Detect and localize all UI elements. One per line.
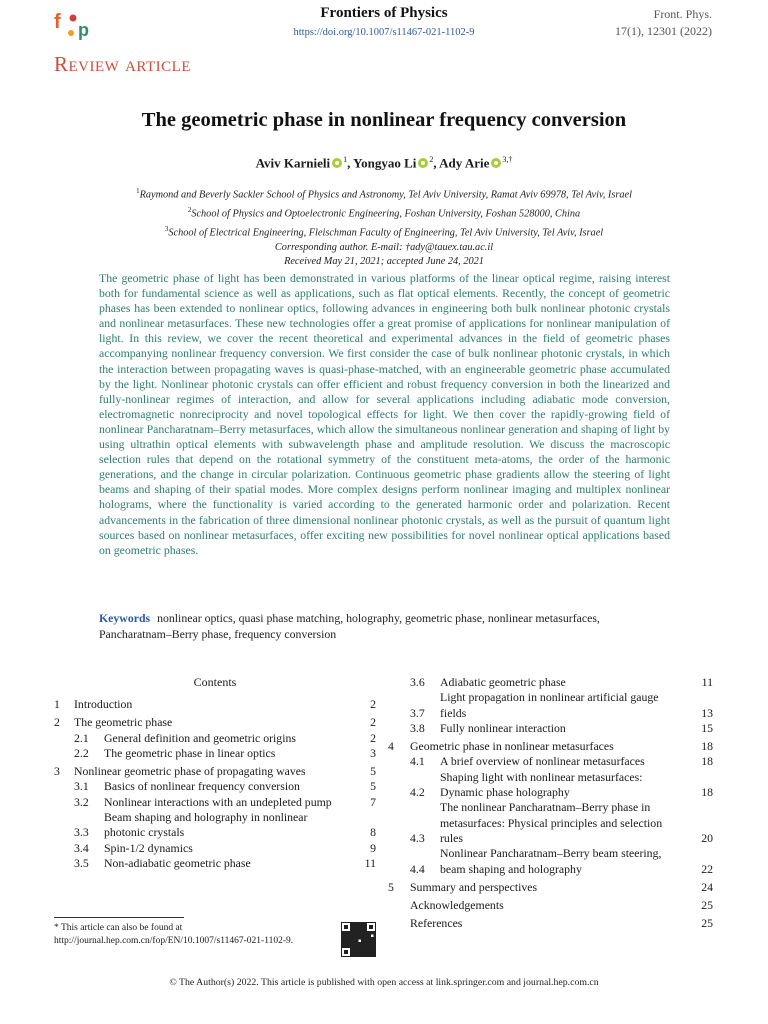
- affiliation-line: [0, 222, 768, 241]
- author-name: Yongyao Li: [353, 155, 417, 171]
- toc-title: Beam shaping and holography in nonlinear photonic crystals: [104, 810, 308, 840]
- toc-page-number: 2: [370, 715, 376, 730]
- toc-title: The geometric phase: [74, 715, 173, 730]
- author-name: Aviv Karnieli: [255, 155, 331, 171]
- affil-text: School of Physics and Optoelectronic Engineering, Foshan University, Foshan 528000, China: [191, 208, 581, 220]
- footnote-divider: [54, 917, 184, 918]
- citation-volume: 17(1), 12301 (2022): [615, 24, 712, 38]
- toc-title: Non-adiabatic geometric phase: [104, 855, 251, 870]
- toc-title: Spin-1/2 dynamics: [104, 840, 193, 855]
- affil-sup: 2: [187, 205, 192, 214]
- toc-title: The geometric phase in linear optics: [104, 745, 276, 760]
- page-header: [0, 0, 768, 50]
- toc-number: 3.4: [74, 840, 89, 855]
- toc-page-number: 3: [370, 745, 376, 760]
- svg-text:f: f: [54, 11, 61, 33]
- toc-page-number: 11: [364, 855, 376, 870]
- toc-number: 3.8: [410, 720, 425, 735]
- toc-entry[interactable]: [388, 846, 713, 877]
- author-affil-sup: 3,†: [502, 155, 513, 164]
- toc-page-number: 15: [701, 720, 713, 735]
- toc-number: 4.2: [410, 785, 425, 800]
- toc-page-number: 18: [701, 754, 713, 769]
- author-name: Ady Arie: [439, 155, 490, 171]
- toc-number: 4.1: [410, 754, 425, 769]
- contents-heading: Contents: [193, 675, 237, 689]
- svg-text:p: p: [78, 20, 89, 40]
- citation-info: [615, 6, 712, 40]
- toc-entry[interactable]: [54, 697, 376, 712]
- abstract: The geometric phase of light has been demonstrated in various platforms of the linear optical regime, raising interest both for fundamental science as well as applications, such as flat optical elements. Recently, the concept of geometric phases has been extended to nonlinear optics, following advances in engineering both bulk nonlinear photonic crystals and nonlinear metasurfaces. These new technologies offer a great promise of applications for nonlinear manipulation of light. In this review, we cover the recent theoretical and experimental advances in the field of geometric phases accompanying nonlinear frequency conversion. We first consider the case of bulk nonlinear photonic crystals, in which the interaction between propagating waves is quasi-phase-matched, with an engineerable geometric phase accumulated by the light. Nonlinear photonic crystals can offer efficient and robust frequency conversion in both the linearized and fully-nonlinear regimes of interaction, and allow for several applications including adiabatic mode conversion, electromagnetic nonreciprocity and novel topological effects for light. We then cover the rapidly-growing field of nonlinear Pancharatnam–Berry metasurfaces, which allow the simultaneous nonlinear generation and shaping of light by using ultrathin optical elements with subwavelength phase and amplitude resolution. We discuss the macroscopic selection rules that depend on the rotational symmetry of the constituent meta-atoms, the order of the harmonic generations, and the change in circular polarization. Continuous geometric phase gradients allow the steering of light beams and shaping of their spatial modes. More complex designs perform nonlinear imaging and multiplex nonlinear holograms, where the functionality is varied according to the generated harmonic order and polarization. Recent advancements in the fabrication of three dimensional nonlinear photonic crystals, as well as the pursuit of quantum light sources based on nonlinear metasurfaces, offer exciting new possibilities for novel nonlinear optical applications based on geometric phases.: [99, 271, 670, 557]
- toc-entry[interactable]: [388, 754, 713, 769]
- toc-number: 3.3: [74, 825, 89, 840]
- toc-title: Acknowledgements: [410, 898, 504, 913]
- corresponding-author: Corresponding author. E-mail: †ady@tauex.tau.ac.il: [274, 241, 494, 253]
- toc-number: 1: [54, 697, 60, 711]
- toc-page-number: 18: [701, 739, 713, 754]
- license-notice: © The Author(s) 2022. This article is published with open access at link.springer.com and journal.hep.com.cn: [169, 977, 599, 988]
- affiliations: [0, 184, 768, 270]
- toc-number: 3: [54, 764, 60, 779]
- toc-number: 5: [388, 879, 394, 894]
- toc-entry[interactable]: [54, 856, 376, 871]
- affil-sup: 3: [164, 224, 169, 233]
- toc-entry[interactable]: [54, 795, 376, 810]
- toc-number: 2.2: [74, 745, 89, 760]
- keywords-list: nonlinear optics, quasi phase matching, holography, geometric phase, nonlinear metasurfaces, Pancharatnam–Berry phase, frequency conversion: [99, 611, 600, 641]
- toc-entry[interactable]: [388, 675, 713, 690]
- author-list: Aviv Karnieli $^1$, Yongyao Li $^2$, Ady Arie $^{3,\dagger}$: [255, 155, 513, 171]
- toc-page-number: 25: [701, 916, 713, 931]
- orcid-icon[interactable]: [332, 158, 342, 168]
- toc-number: 4: [388, 739, 394, 754]
- toc-right-column: [388, 675, 713, 932]
- orcid-icon[interactable]: [418, 158, 428, 168]
- toc-title: General definition and geometric origins: [104, 730, 296, 745]
- toc-number: 3.5: [74, 855, 89, 870]
- affil-sup: 1: [136, 187, 140, 195]
- citation-journal: Front. Phys.: [653, 7, 712, 21]
- toc-left-column: [54, 697, 376, 871]
- toc-title: The nonlinear Pancharatnam–Berry phase in metasurfaces: Physical principles and selection rules: [440, 800, 663, 845]
- toc-page-number: 11: [701, 675, 713, 689]
- toc-entry[interactable]: [54, 715, 376, 730]
- doi-link[interactable]: https://doi.org/10.1007/s11467-021-1102-9: [293, 27, 475, 38]
- journal-name: Frontiers of Physics: [320, 5, 448, 21]
- toc-page-number: 13: [701, 705, 713, 720]
- toc-title: Adiabatic geometric phase: [440, 675, 566, 689]
- toc-entry[interactable]: [388, 690, 713, 721]
- toc-title: Nonlinear interactions with an undepleted pump: [104, 794, 332, 809]
- toc-entry[interactable]: [54, 764, 376, 779]
- toc-number: 4.3: [410, 830, 425, 845]
- toc-page-number: 9: [370, 840, 376, 855]
- affiliation-line: [0, 203, 768, 222]
- toc-page-number: 7: [370, 794, 376, 809]
- toc-title: Light propagation in nonlinear artificial gauge fields: [440, 690, 659, 720]
- paper-title: The geometric phase in nonlinear frequency conversion: [141, 109, 627, 131]
- toc-number: 2.1: [74, 730, 89, 745]
- article-type: Review article: [54, 52, 191, 76]
- footnote: * This article can also be found at http://journal.hep.com.cn/fop/EN/10.1007/s11467-021-1102-9.: [54, 923, 294, 946]
- toc-entry[interactable]: [388, 739, 713, 754]
- keywords-label: Keywords: [99, 611, 151, 625]
- orcid-icon[interactable]: [491, 158, 501, 168]
- toc-entry[interactable]: [54, 841, 376, 856]
- toc-entry[interactable]: [388, 721, 713, 736]
- toc-entry[interactable]: [388, 770, 713, 801]
- affil-text: School of Electrical Engineering, Fleischman Faculty of Engineering, Tel Aviv University, Tel Aviv, Israel: [168, 227, 604, 239]
- toc-page-number: 18: [701, 785, 713, 800]
- toc-number: 3.2: [74, 794, 89, 809]
- toc-title: Nonlinear geometric phase of propagating waves: [74, 764, 306, 779]
- toc-entry[interactable]: [54, 779, 376, 794]
- toc-number: 2: [54, 715, 60, 730]
- toc-title: Summary and perspectives: [410, 879, 538, 894]
- toc-page-number: 24: [701, 879, 713, 894]
- keywords-block: [99, 610, 670, 642]
- toc-entry[interactable]: [54, 731, 376, 746]
- toc-title: Geometric phase in nonlinear metasurfaces: [410, 739, 614, 754]
- toc-title: Fully nonlinear interaction: [440, 720, 566, 735]
- toc-number: 3.6: [410, 675, 425, 689]
- toc-title: Nonlinear Pancharatnam–Berry beam steering, beam shaping and holography: [440, 846, 662, 876]
- toc-title: Introduction: [74, 697, 133, 711]
- toc-page-number: 2: [370, 697, 376, 711]
- affiliation-line: [0, 184, 768, 203]
- toc-page-number: 5: [370, 764, 376, 779]
- toc-page-number: 2: [370, 730, 376, 745]
- toc-number: 3.7: [410, 705, 425, 720]
- toc-page-number: 5: [370, 779, 376, 794]
- author-affil-sup: 1: [343, 155, 348, 164]
- toc-entry[interactable]: [388, 880, 713, 895]
- toc-page-number: 8: [370, 825, 376, 840]
- toc-number: 4.4: [410, 861, 425, 876]
- received-dates: Received May 21, 2021; accepted June 24, 2021: [284, 256, 484, 268]
- toc-title: Basics of nonlinear frequency conversion: [104, 779, 300, 794]
- toc-title: A brief overview of nonlinear metasurfaces: [440, 754, 645, 769]
- toc-page-number: 25: [701, 898, 713, 913]
- toc-title: Shaping light with nonlinear metasurfaces: Dynamic phase holography: [440, 769, 643, 800]
- toc-entry[interactable]: [54, 746, 376, 761]
- author-affil-sup: 2: [429, 155, 434, 164]
- toc-page-number: 22: [701, 861, 713, 876]
- toc-number: 3.1: [74, 779, 89, 794]
- toc-title: References: [410, 916, 463, 931]
- toc-entry[interactable]: [388, 800, 713, 846]
- toc-entry[interactable]: [54, 810, 376, 841]
- toc-entry[interactable]: [388, 916, 713, 931]
- toc-entry[interactable]: [388, 898, 713, 913]
- affil-text: Raymond and Beverly Sackler School of Physics and Astronomy, Tel Aviv University, Ramat Aviv 69978, Tel Aviv, Israel: [139, 189, 632, 201]
- toc-page-number: 20: [701, 830, 713, 845]
- qr-code-icon: [341, 922, 376, 957]
